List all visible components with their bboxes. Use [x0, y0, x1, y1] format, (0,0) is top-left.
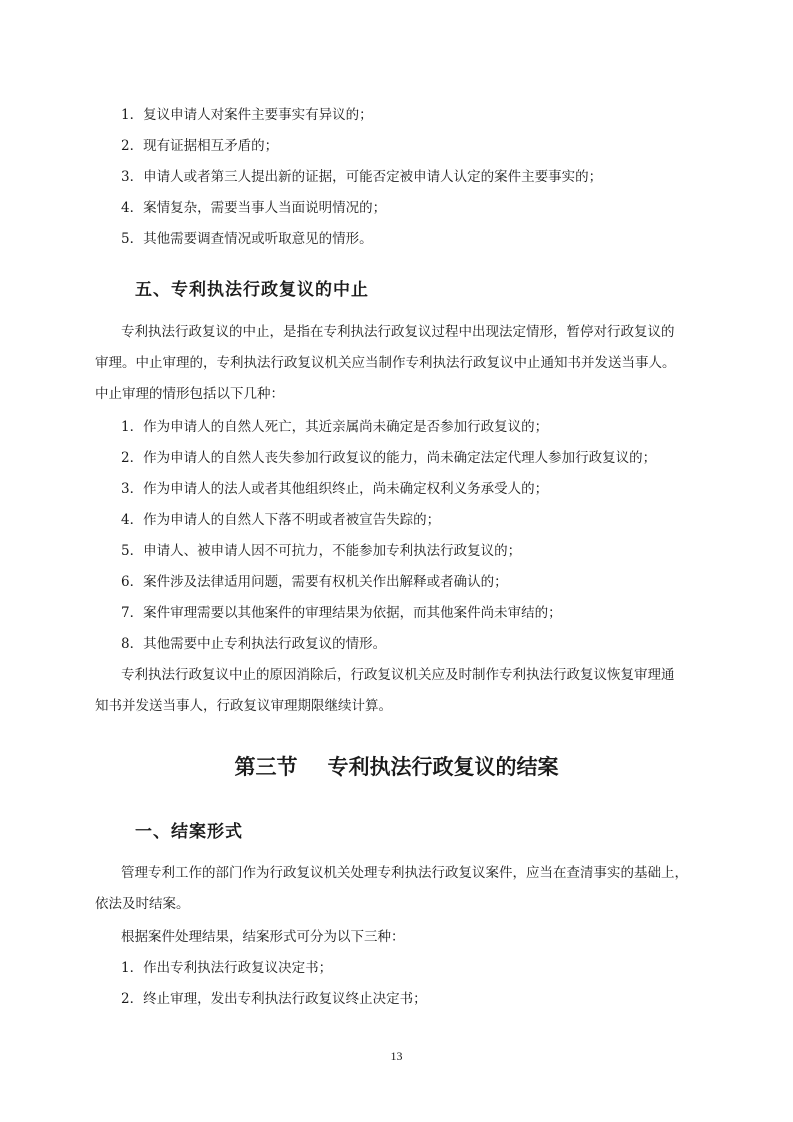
- section-heading-suspension: 五、专利执法行政复议的中止: [135, 280, 369, 300]
- list-item: 2．作为申请人的自然人丧失参加行政复议的能力，尚未确定法定代理人参加行政复议的；: [121, 450, 657, 466]
- paragraph-line: 根据案件处理结果，结案形式可分为以下三种：: [121, 929, 405, 945]
- list-item: 1．作出专利执法行政复议决定书；: [121, 960, 333, 976]
- list-item: 8．其他需要中止专利执法行政复议的情形。: [121, 636, 387, 652]
- paragraph-line: 依法及时结案。: [95, 896, 190, 912]
- section-number: 第三节: [234, 755, 298, 779]
- list-item: 5．其他需要调查情况或听取意见的情形。: [121, 231, 373, 247]
- paragraph-line: 中止审理的情形包括以下几种：: [95, 386, 284, 402]
- list-item: 1．复议申请人对案件主要事实有异议的；: [121, 107, 373, 123]
- list-item: 4．作为申请人的自然人下落不明或者被宣告失踪的；: [121, 512, 441, 528]
- list-item: 7．案件审理需要以其他案件的审理结果为依据，而其他案件尚未审结的；: [121, 605, 562, 621]
- list-item: 3．申请人或者第三人提出新的证据，可能否定被申请人认定的案件主要事实的；: [121, 169, 603, 185]
- section-heading-closing-forms: 一、结案形式: [135, 822, 243, 842]
- paragraph-line: 专利执法行政复议中止的原因消除后，行政复议机关应及时制作专利执法行政复议恢复审理通: [121, 667, 675, 683]
- paragraph-line: 管理专利工作的部门作为行政复议机关处理专利执法行政复议案件，应当在查清事实的基础上，: [121, 865, 688, 881]
- section-name: 专利执法行政复议的结案: [327, 755, 559, 779]
- list-item: 3．作为申请人的法人或者其他组织终止，尚未确定权利义务承受人的；: [121, 481, 549, 497]
- paragraph-line: 专利执法行政复议的中止，是指在专利执法行政复议过程中出现法定情形，暂停对行政复议的: [121, 324, 675, 340]
- list-item: 1．作为申请人的自然人死亡，其近亲属尚未确定是否参加行政复议的；: [121, 419, 549, 435]
- list-item: 6．案件涉及法律适用问题，需要有权机关作出解释或者确认的；: [121, 574, 508, 590]
- list-item: 4．案情复杂，需要当事人当面说明情况的；: [121, 200, 387, 216]
- list-item: 2．现有证据相互矛盾的；: [121, 138, 279, 154]
- list-item: 2．终止审理，发出专利执法行政复议终止决定书；: [121, 991, 427, 1007]
- paragraph-line: 审理。中止审理的，专利执法行政复议机关应当制作专利执法行政复议中止通知书并发送当事人。: [95, 355, 676, 371]
- page-number: 13: [390, 1049, 403, 1063]
- section-title: [0, 751, 793, 781]
- paragraph-line: 知书并发送当事人，行政复议审理期限继续计算。: [95, 698, 392, 714]
- list-item: 5．申请人、被申请人因不可抗力，不能参加专利执法行政复议的；: [121, 543, 522, 559]
